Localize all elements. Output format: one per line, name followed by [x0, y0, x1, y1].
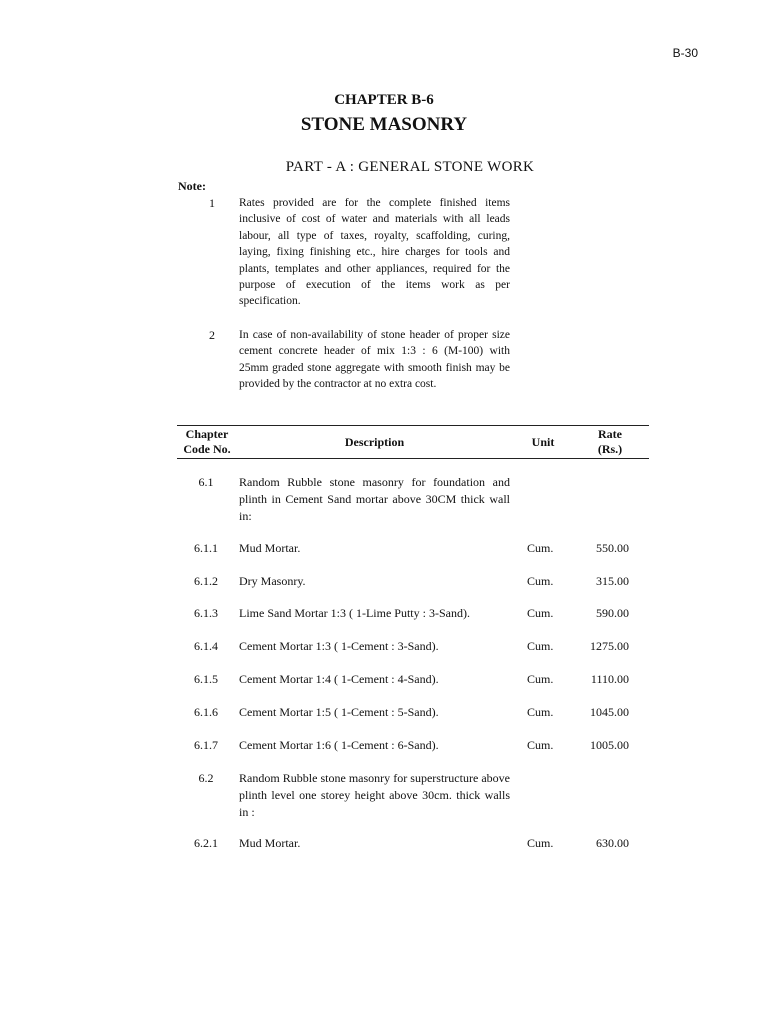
row-unit: Cum. — [527, 606, 554, 620]
header-code-line1: Chapter — [185, 427, 229, 441]
note-number: 1 — [209, 196, 215, 210]
row-rate: 1110.00 — [590, 672, 629, 686]
row-unit: Cum. — [527, 672, 554, 686]
header-rate-line2: (Rs.) — [597, 442, 623, 456]
row-code: 6.1 — [198, 475, 214, 489]
row-description: Mud Mortar. — [239, 836, 301, 850]
row-unit: Cum. — [527, 738, 554, 752]
note-label: Note: — [178, 179, 206, 193]
row-unit: Cum. — [527, 705, 554, 719]
row-description: Random Rubble stone masonry for foundation and plinth in Cement Sand mortar above 30CM thick wall in: — [239, 475, 510, 523]
row-code: 6.1.3 — [194, 606, 218, 620]
row-code: 6.2.1 — [194, 836, 218, 850]
part-heading: PART - A : GENERAL STONE WORK — [285, 159, 535, 175]
row-unit: Cum. — [527, 574, 554, 588]
header-code — [177, 427, 237, 457]
header-code-line2: Code No. — [183, 442, 231, 456]
row-description: Cement Mortar 1:5 ( 1-Cement : 5-Sand). — [239, 705, 439, 719]
note-number: 2 — [209, 328, 215, 342]
note-text: In case of non-availability of stone header of proper size cement concrete header of mix 1:3 : 6 (M-100) with 25mm graded stone aggregate with smooth finish may be provided by the contractor at no extra cost. — [239, 329, 510, 391]
row-code: 6.1.6 — [194, 705, 218, 719]
row-code: 6.1.7 — [194, 738, 218, 752]
page-number: B-30 — [672, 46, 698, 60]
row-description: Dry Masonry. — [239, 574, 306, 588]
row-description: Cement Mortar 1:3 ( 1-Cement : 3-Sand). — [239, 639, 439, 653]
row-description: Mud Mortar. — [239, 541, 301, 555]
row-unit: Cum. — [527, 836, 554, 850]
note-text: Rates provided are for the complete finished items inclusive of cost of water and materials with all leads labour, all type of taxes, royalty, scaffolding, curing, laying, fixing finishing etc., hire charges for tools and plants, templates and other appliances, required for the purpose of execution of the items work as per specification. — [239, 197, 510, 308]
row-unit: Cum. — [527, 639, 554, 653]
row-description: Random Rubble stone masonry for superstructure above plinth level one storey height above 30cm. thick walls in : — [239, 771, 510, 819]
row-rate: 550.00 — [596, 541, 629, 555]
row-code: 6.2 — [198, 771, 214, 785]
table-top-rule — [177, 425, 649, 426]
row-rate: 630.00 — [596, 836, 629, 850]
row-description: Cement Mortar 1:6 ( 1-Cement : 6-Sand). — [239, 738, 439, 752]
chapter-heading: CHAPTER B-6 — [334, 92, 434, 108]
header-rate-line1: Rate — [598, 427, 622, 441]
row-code: 6.1.5 — [194, 672, 218, 686]
header-rate — [585, 427, 635, 457]
row-rate: 1045.00 — [590, 705, 629, 719]
header-unit: Unit — [531, 435, 555, 449]
row-code: 6.1.4 — [194, 639, 218, 653]
row-description: Cement Mortar 1:4 ( 1-Cement : 4-Sand). — [239, 672, 439, 686]
header-description: Description — [344, 435, 405, 449]
row-code: 6.1.1 — [194, 541, 218, 555]
row-unit: Cum. — [527, 541, 554, 555]
row-rate: 315.00 — [596, 574, 629, 588]
row-rate: 1275.00 — [590, 639, 629, 653]
table-header-rule — [177, 458, 649, 459]
row-description: Lime Sand Mortar 1:3 ( 1-Lime Putty : 3-Sand). — [239, 606, 470, 620]
row-rate: 1005.00 — [590, 738, 629, 752]
row-code: 6.1.2 — [194, 574, 218, 588]
page-title: STONE MASONRY — [300, 114, 468, 135]
row-rate: 590.00 — [596, 606, 629, 620]
